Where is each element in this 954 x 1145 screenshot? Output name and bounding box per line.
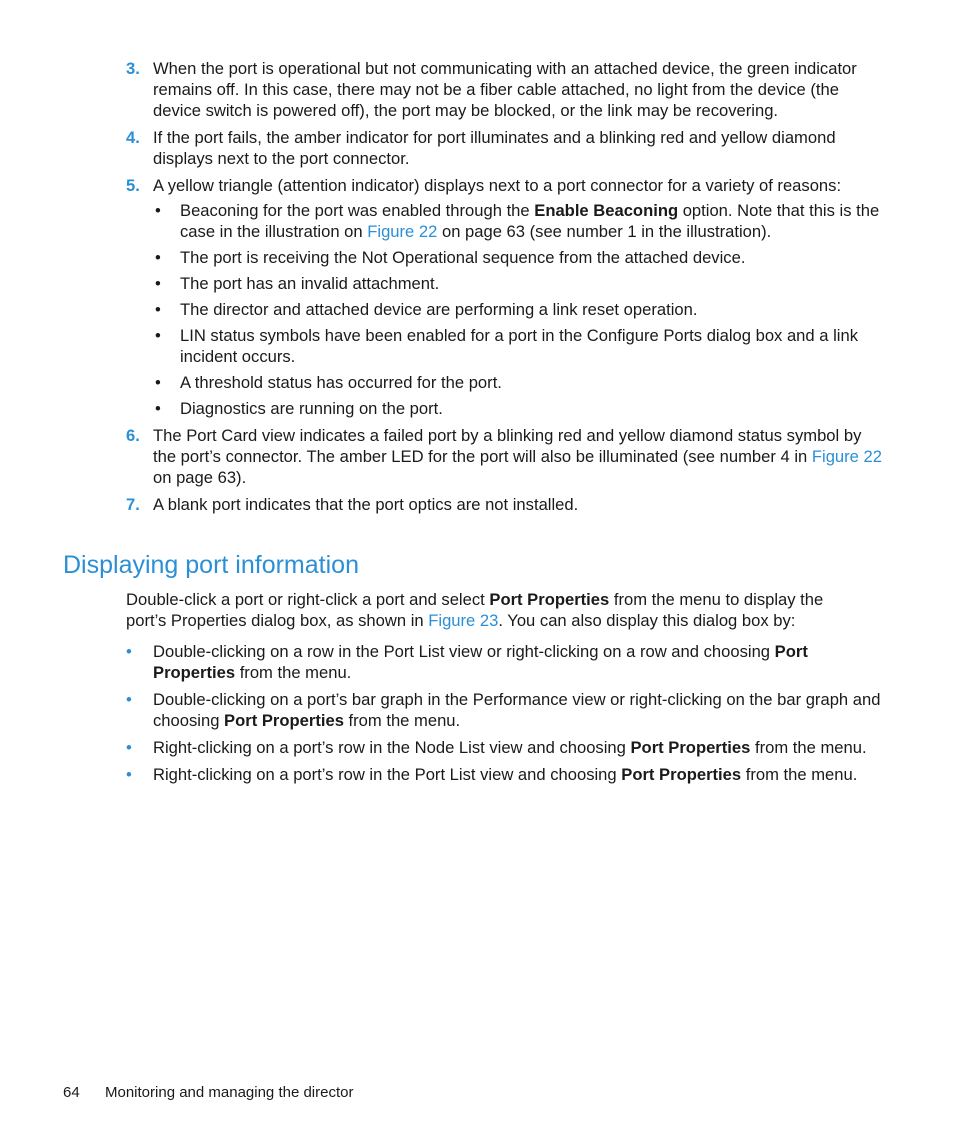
bullet-icon: • (155, 373, 161, 392)
list-item: • Double-clicking on a port’s bar graph in the Performance view or right-clicking on the bar graph and choosing Port Properties from the menu. (126, 690, 881, 730)
list-item: • The director and attached device are performing a link reset operation. (155, 300, 698, 319)
step-number: 5. (126, 176, 140, 195)
enable-beaconing-term: Enable Beaconing (534, 201, 679, 220)
step-text: A blank port indicates that the port optics are not installed. (153, 495, 579, 514)
page-footer (63, 1083, 353, 1103)
bullet-icon: • (126, 738, 132, 757)
list-item: • Beaconing for the port was enabled through the Enable Beaconing option. Note that this is the case in the illustration on Figure 22 on page 63 (see number 1 in the illustration). (155, 201, 880, 241)
list-item: • Right-clicking on a port’s row in the Node List view and choosing Port Properties from the menu. (126, 738, 867, 757)
list-item: • LIN status symbols have been enabled for a port in the Configure Ports dialog box and a link incident occurs. (155, 326, 858, 366)
bullet-icon: • (155, 248, 161, 267)
step-text: When the port is operational but not communicating with an attached device, the green indicator remains off. In this case, there may not be a fiber cable attached, no light from the device (the device switch is powered off), the port may be blocked, or the link may be recovering. (153, 59, 857, 120)
bullet-icon: • (155, 201, 161, 220)
step-4 (126, 127, 886, 169)
step-number: 3. (126, 59, 140, 78)
list-item: • The port is receiving the Not Operational sequence from the attached device. (155, 248, 746, 267)
bullet-icon: • (126, 642, 132, 661)
figure-22-link[interactable]: Figure 22 (367, 222, 438, 241)
bullet-icon: • (155, 326, 161, 345)
section-heading: Displaying port information (63, 551, 359, 579)
step-number: 7. (126, 495, 140, 514)
bullet-icon: • (155, 399, 161, 418)
figure-22-link[interactable]: Figure 22 (811, 447, 882, 466)
list-item: • The port has an invalid attachment. (155, 274, 440, 293)
bullet-icon: • (126, 690, 132, 709)
attention-reasons-list (153, 200, 886, 419)
step-number: 4. (126, 128, 140, 147)
bullet-icon: • (126, 765, 132, 784)
list-item: • Double-clicking on a row in the Port List view or right-clicking on a row and choosing Port Properties from the menu. (126, 642, 808, 682)
figure-23-link[interactable]: Figure 23 (428, 611, 499, 630)
bullet-icon: • (155, 274, 161, 293)
list-item: • Right-clicking on a port’s row in the Port List view and choosing Port Properties from the menu. (126, 765, 858, 784)
chapter-title: Monitoring and managing the director (105, 1084, 354, 1101)
numbered-steps-list (126, 58, 886, 521)
section-intro-paragraph: Double-click a port or right-click a port and select Port Properties from the menu to display the port’s Properties dialog box, as shown in Figure 23. You can also display this dialog box by: (126, 590, 824, 630)
port-properties-term: Port Properties (489, 590, 610, 609)
step-6: 6. The Port Card view indicates a failed port by a blinking red and yellow diamond status symbol by the port’s connector. The amber LED for the port will also be illuminated (see number 4 in Figure 22 on page 63). (126, 426, 882, 487)
step-text: A yellow triangle (attention indicator) displays next to a port connector for a variety of reasons: (153, 176, 842, 195)
list-item: • Diagnostics are running on the port. (155, 399, 443, 418)
step-number: 6. (126, 426, 140, 445)
step-3 (126, 58, 886, 121)
bullet-icon: • (155, 300, 161, 319)
list-item: • A threshold status has occurred for the port. (155, 373, 502, 392)
page-number: 64 (63, 1084, 80, 1101)
step-5 (126, 175, 886, 419)
display-methods-list (126, 641, 886, 791)
step-7 (126, 494, 886, 515)
step-text: If the port fails, the amber indicator for port illuminates and a blinking red and yellow diamond displays next to the port connector. (153, 128, 836, 168)
